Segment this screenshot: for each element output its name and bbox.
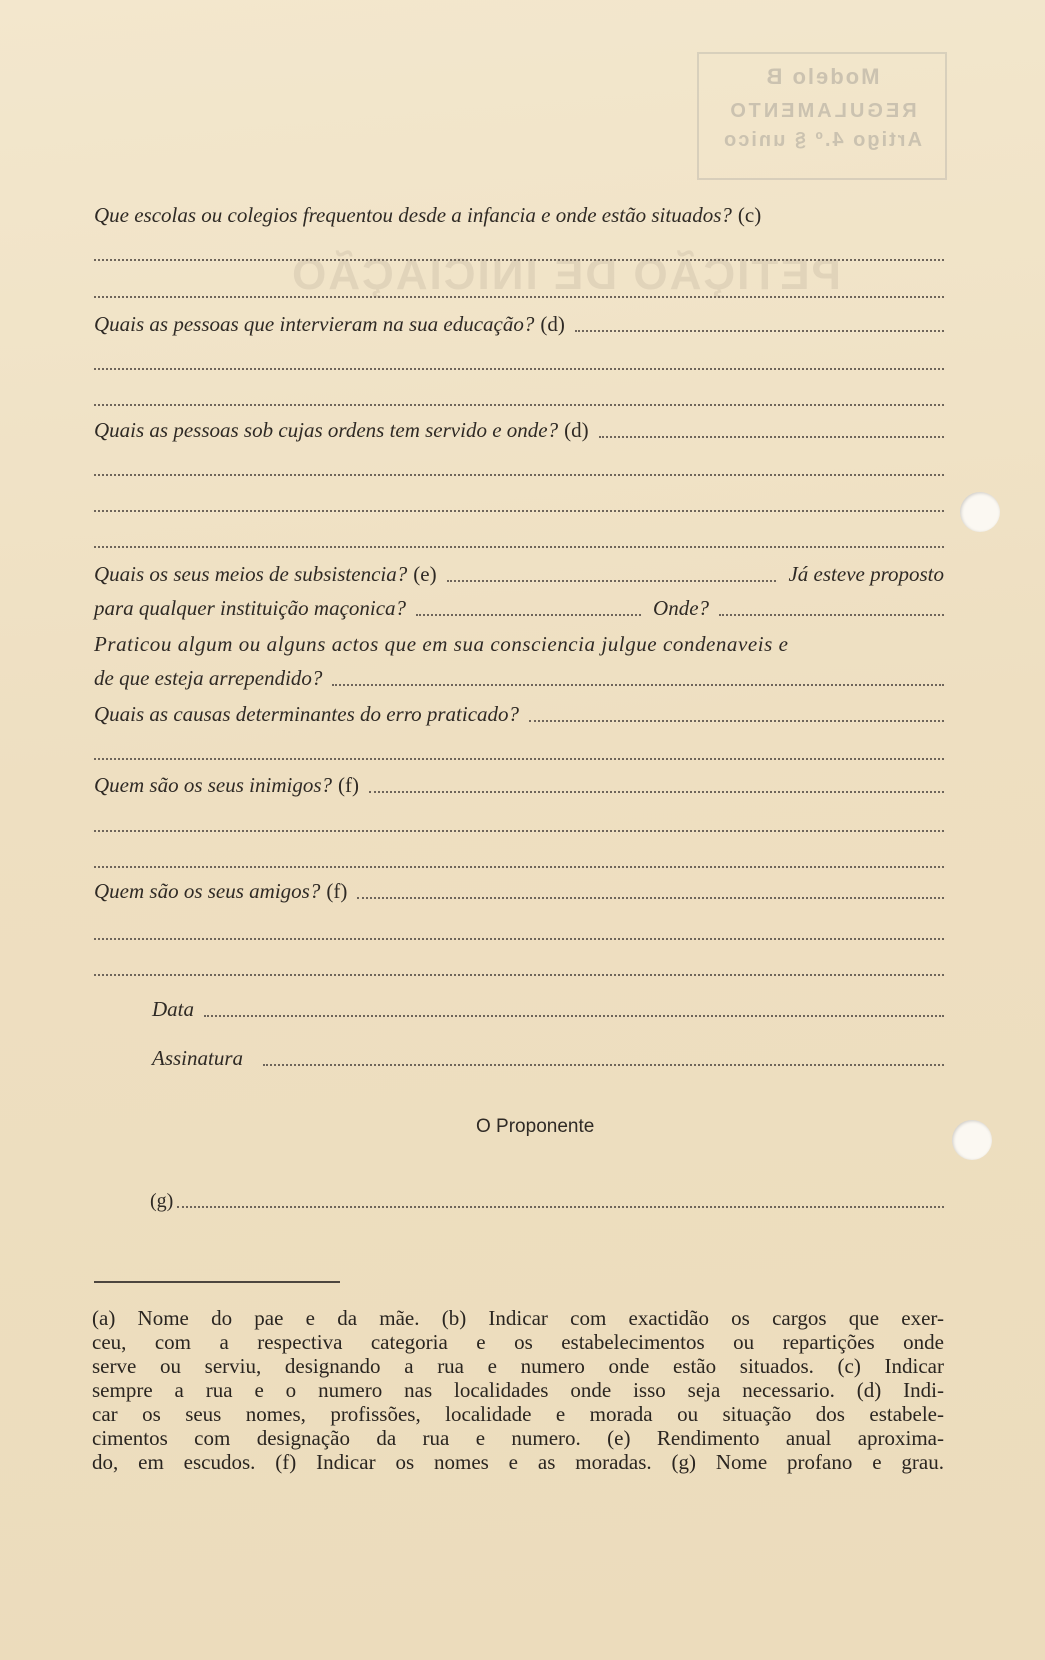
footnote-rule [94, 1281, 340, 1283]
answer-line[interactable] [94, 938, 944, 940]
question-education-ref: (d) [540, 312, 565, 336]
profane-name-line[interactable] [177, 1205, 944, 1208]
question-schools [94, 202, 944, 228]
question-friends [94, 878, 944, 904]
question-causes [94, 701, 944, 727]
signature-field [152, 1046, 944, 1071]
answer-line[interactable] [529, 719, 944, 722]
question-education [94, 311, 944, 337]
question-friends-text: Quem são os seus amigos? [94, 879, 321, 903]
question-education-text: Quais as pessoas que intervieram na sua educação? [94, 312, 535, 336]
answer-line[interactable] [332, 683, 944, 686]
answer-line[interactable] [94, 259, 944, 261]
question-proposed-text: Já esteve proposto [788, 562, 944, 586]
regulation-stamp [697, 52, 947, 180]
question-enemies-text: Quem são os seus inimigos? [94, 773, 333, 797]
bleed-through-title: PETIÇÃO DE INICIAÇÃO [290, 250, 841, 299]
question-enemies [94, 772, 944, 798]
answer-line[interactable] [94, 546, 944, 548]
question-repent [94, 665, 944, 691]
question-subsistence-text: Quais os seus meios de subsistencia? [94, 562, 408, 586]
date-field [152, 997, 944, 1022]
answer-line[interactable] [94, 510, 944, 512]
question-masonic [94, 595, 944, 621]
footnote-line: car os seus nomes, profissões, localidade e morada ou situação dos estabele- [92, 1402, 944, 1426]
question-orders [94, 417, 944, 443]
footnote-line: (a) Nome do pae e da mãe. (b) Indicar com exactidão os cargos que exer- [92, 1306, 944, 1330]
question-acts-text: Praticou algum ou alguns actos que em sua consciencia julgue condenaveis e [94, 632, 789, 656]
footnote-line: do, em escudos. (f) Indicar os nomes e as moradas. (g) Nome profano e grau. [92, 1450, 944, 1474]
answer-line[interactable] [599, 435, 944, 438]
question-masonic-text: para qualquer instituição maçonica? [94, 596, 407, 620]
question-causes-text: Quais as causas determinantes do erro praticado? [94, 702, 520, 726]
punch-hole-top [960, 492, 1000, 532]
answer-line[interactable] [416, 613, 641, 616]
stamp-line-1: Modelo B [764, 64, 880, 89]
answer-line[interactable] [369, 790, 944, 793]
punch-hole-bottom [952, 1120, 992, 1160]
question-orders-text: Quais as pessoas sob cujas ordens tem servido e onde? [94, 418, 559, 442]
question-subsistence [94, 561, 944, 587]
signature-label: Assinatura [152, 1046, 244, 1070]
answer-line[interactable] [94, 866, 944, 868]
answer-line[interactable] [94, 296, 944, 298]
footnotes [92, 1306, 944, 1474]
proponent-label: O Proponente [476, 1116, 595, 1137]
answer-line[interactable] [94, 404, 944, 406]
footnote-line: ceu, com a respectiva categoria e os estabelecimentos ou repartições onde [92, 1330, 944, 1354]
question-where-text: Onde? [653, 596, 710, 620]
answer-line[interactable] [719, 613, 944, 616]
question-enemies-ref: (f) [338, 773, 359, 797]
answer-line[interactable] [357, 896, 944, 899]
question-schools-ref: (c) [737, 203, 762, 227]
question-subsistence-ref: (e) [413, 562, 437, 586]
stamp-line-2: REGULAMENTO [727, 100, 917, 122]
date-label: Data [152, 997, 194, 1021]
answer-line[interactable] [94, 758, 944, 760]
answer-line[interactable] [575, 329, 944, 332]
g-label: (g) [150, 1190, 174, 1212]
footnote-line: serve ou serviu, designando a rua e numero onde estão situados. (c) Indicar [92, 1354, 944, 1378]
answer-line[interactable] [94, 830, 944, 832]
answer-line[interactable] [94, 474, 944, 476]
question-friends-ref: (f) [326, 879, 348, 903]
question-acts [94, 631, 944, 657]
answer-line[interactable] [94, 974, 944, 976]
question-orders-ref: (d) [564, 418, 589, 442]
profane-name-field [150, 1190, 944, 1213]
answer-line[interactable] [447, 579, 777, 582]
question-schools-text: Que escolas ou colegios frequentou desde a infancia e onde estão situados? [94, 203, 732, 227]
signature-line[interactable] [263, 1063, 944, 1066]
date-line[interactable] [204, 1014, 944, 1017]
question-repent-text: de que esteja arrependido? [94, 666, 323, 690]
footnote-line: sempre a rua e o numero nas localidades onde isso seja necessario. (d) Indi- [92, 1378, 944, 1402]
footnote-line: cimentos com designação da rua e numero. (e) Rendimento anual aproxima- [92, 1426, 944, 1450]
answer-line[interactable] [94, 368, 944, 370]
stamp-line-3: Artigo 4.º § unico [722, 129, 922, 151]
